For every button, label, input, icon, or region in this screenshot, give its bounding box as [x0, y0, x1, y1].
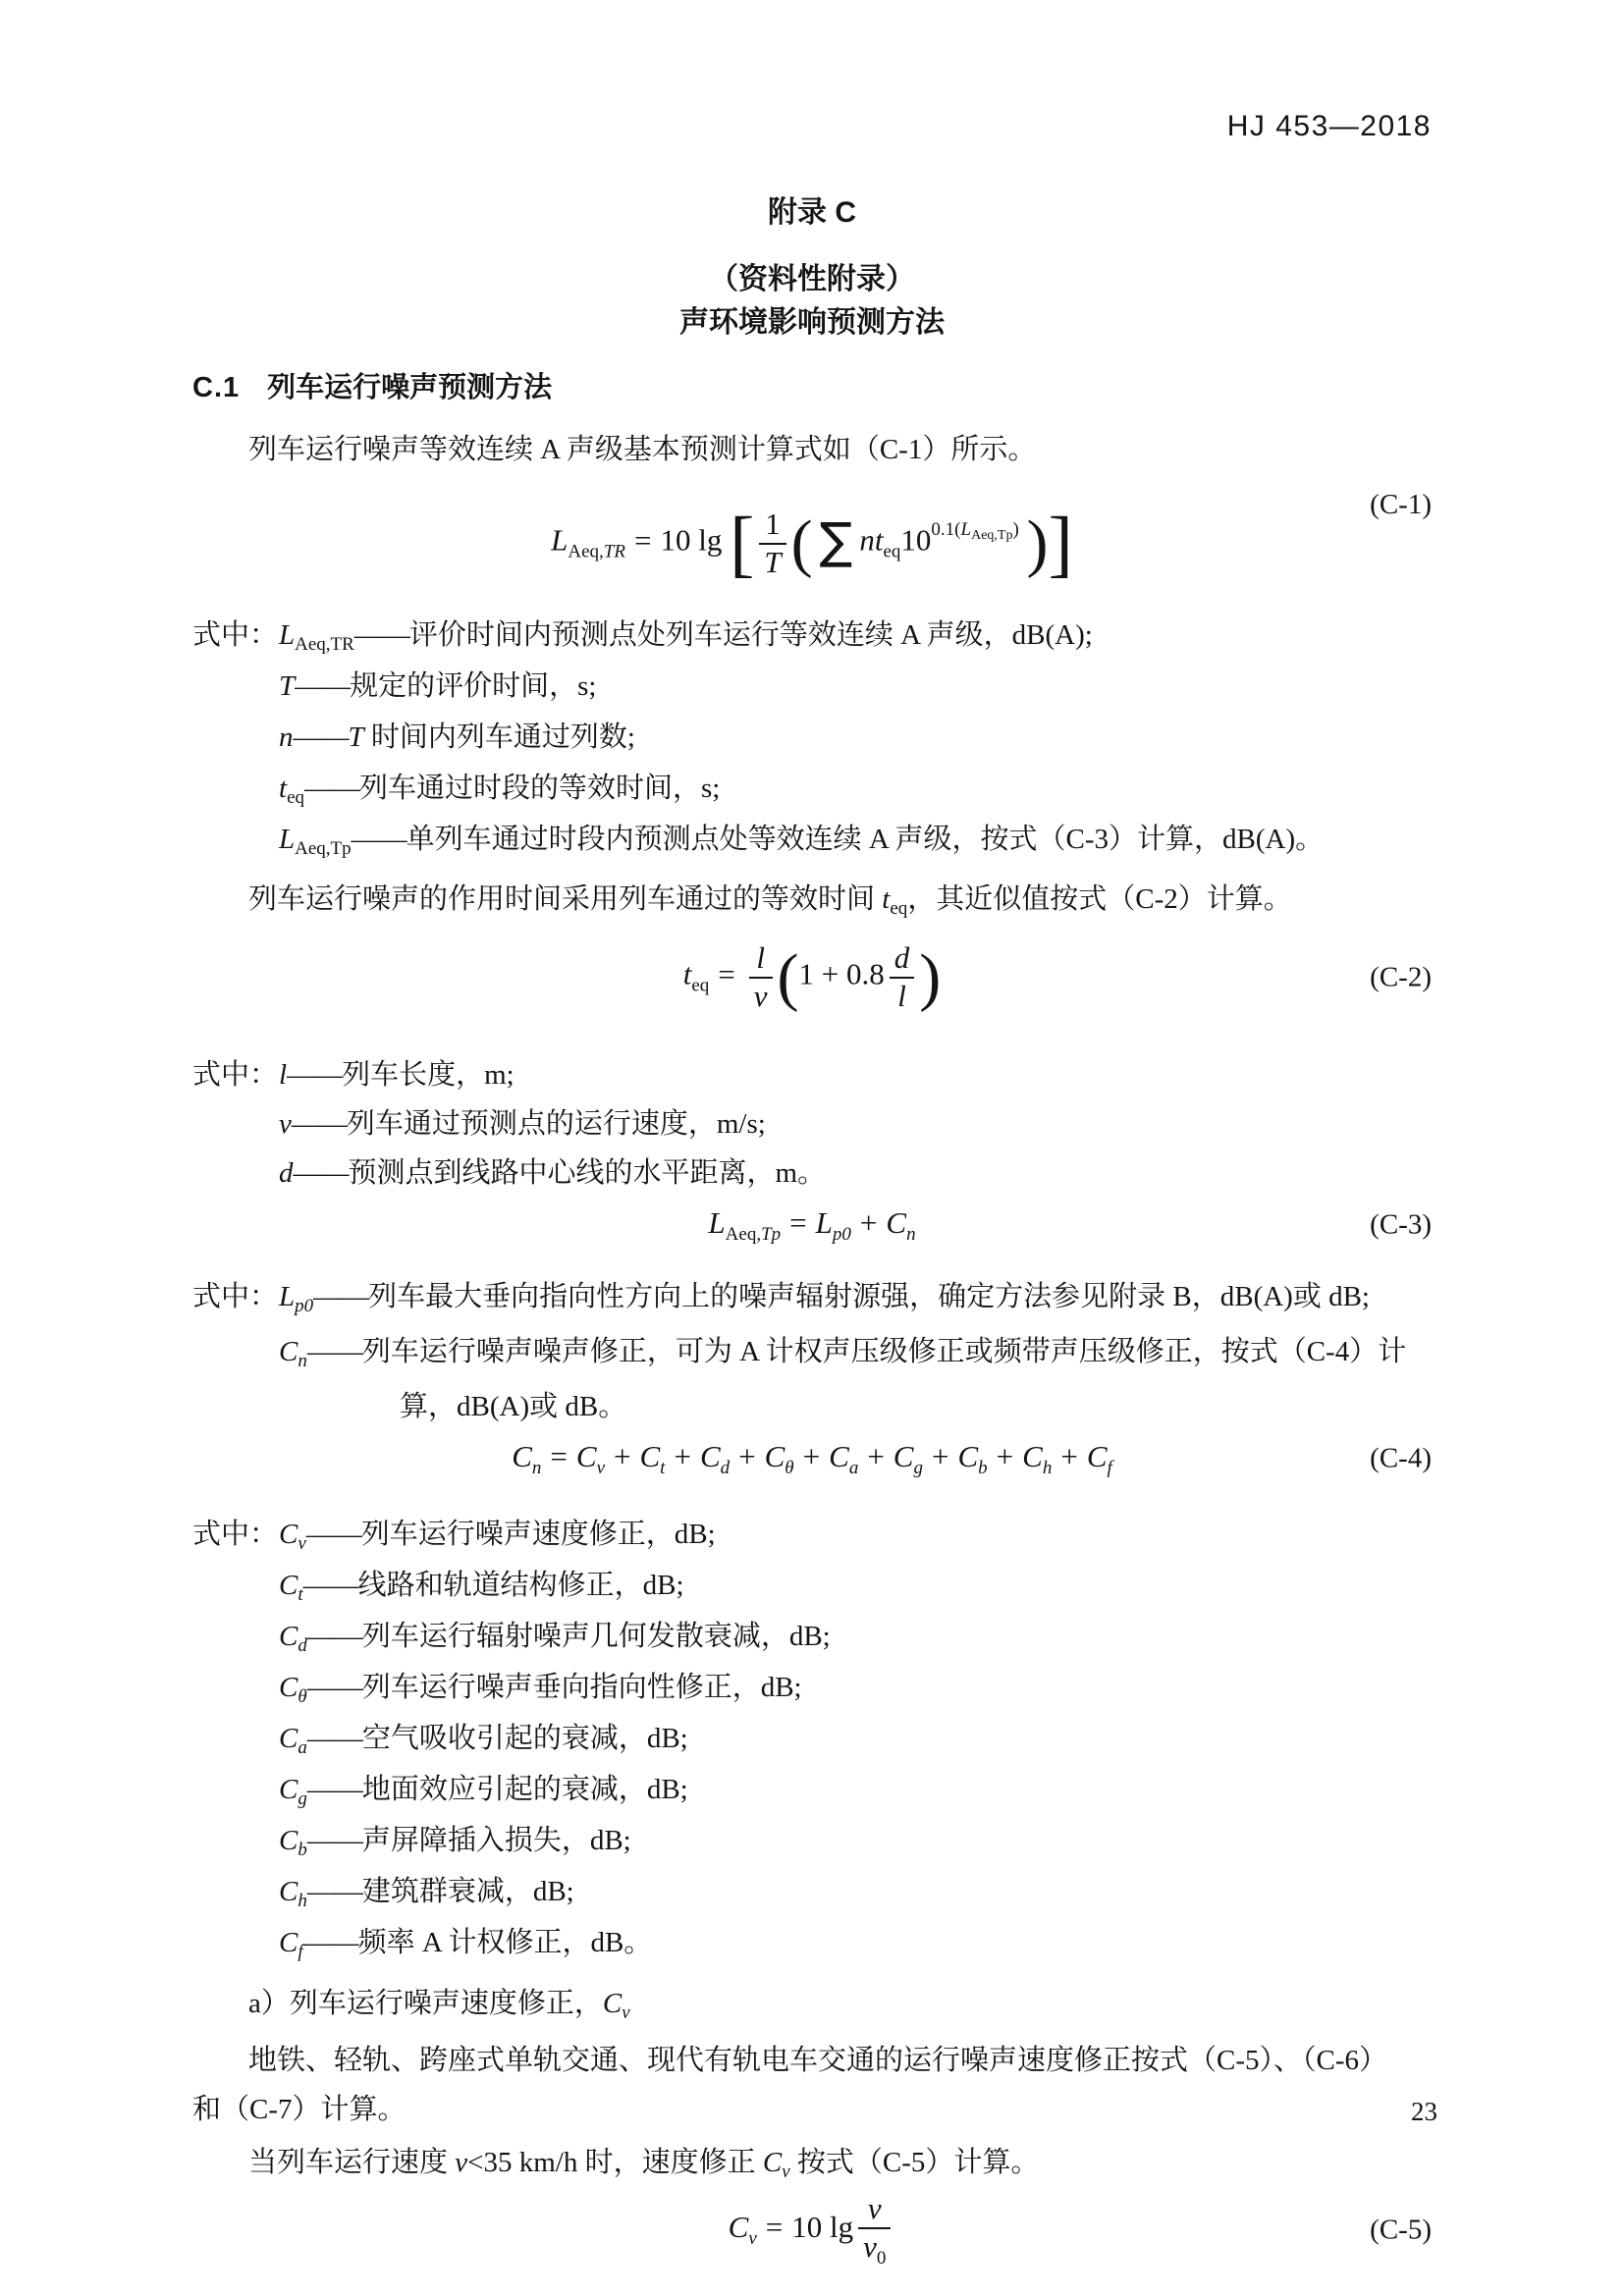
math-var: n: [859, 523, 875, 559]
dash: ——: [304, 773, 359, 804]
where-text: 地面效应引起的衰减，dB;: [361, 1774, 688, 1805]
math-sub: eq: [691, 976, 710, 997]
teq-paragraph: [192, 878, 1432, 931]
symbol: C: [279, 1825, 298, 1856]
section-number: C.1: [192, 372, 241, 403]
where-text: 空气吸收引起的衰减，dB;: [361, 1723, 688, 1754]
where-label: 式中：: [192, 1281, 279, 1312]
math-sub: Aeq,: [568, 542, 604, 563]
text: ，其近似值按式（C-2）计算。: [907, 883, 1292, 915]
dash: ——: [306, 1672, 362, 1703]
where-text: 时间内列车通过列数;: [363, 721, 635, 753]
math-sub: g: [913, 1457, 923, 1478]
math-text: 1 + 0.8: [798, 957, 885, 992]
dash: ——: [293, 1157, 349, 1189]
where-text: 列车运行辐射噪声几何发散衰减，dB;: [361, 1621, 831, 1652]
where-item: [192, 1667, 1432, 1718]
math-var: C: [728, 2210, 749, 2245]
list-item-a: [192, 1981, 1432, 2036]
where-text: 列车运行噪声噪声修正，可为 A 计权声压级修正或频带声压级修正，按式（C-4）计: [361, 1336, 1407, 1367]
inline-sub: v: [782, 2162, 790, 2182]
equation-number: (C-3): [1370, 1208, 1432, 1241]
math-var: C: [699, 1438, 721, 1473]
math-var: L: [960, 519, 972, 541]
where-text: 列车通过预测点的运行速度，m/s;: [346, 1108, 766, 1140]
inline-var: C: [762, 2147, 783, 2178]
where-text: 预测点到线路中心线的水平距离，m。: [348, 1157, 827, 1189]
math-operator: +: [996, 1438, 1014, 1473]
symbol: C: [279, 1621, 298, 1652]
symbol: l: [279, 1059, 288, 1091]
fraction-denominator: T: [759, 543, 785, 581]
math-sub: b: [978, 1457, 988, 1478]
math-operator: +: [859, 1204, 878, 1240]
math-sub: h: [1042, 1457, 1053, 1478]
where-block-2: [192, 1050, 1432, 1198]
symbol-sub: v: [298, 1533, 306, 1554]
math-sup-text: 0.1(: [931, 519, 961, 541]
math-sub: v: [596, 1457, 605, 1478]
fraction-numerator: d: [893, 940, 910, 976]
math-sub: TR: [603, 542, 625, 563]
math-sub: θ: [785, 1457, 794, 1478]
symbol-sub: p0: [295, 1296, 314, 1316]
where-label: 式中：: [192, 619, 279, 651]
math-sub: Aeq,: [725, 1223, 762, 1245]
fraction-numerator: 1: [765, 507, 781, 542]
symbol-sub: g: [298, 1789, 307, 1809]
page-number: 23: [1411, 2097, 1437, 2126]
math-sub: eq: [883, 542, 901, 563]
math-operator: =: [789, 1204, 807, 1240]
math-sub: v: [748, 2228, 757, 2250]
where-item: [192, 819, 1432, 870]
dash: ——: [313, 1281, 369, 1312]
formula-c4: [512, 1439, 1112, 1479]
formula-c1: $L_{Aeq,TR} = 10$ lg [ $\frac{1}{T}$ ( ∑ $nt_{eq}100.1(L_{Aeq,Tp})$ )]: [551, 503, 1073, 585]
equation-c5: [192, 2183, 1432, 2277]
symbol: t: [279, 773, 288, 804]
text: 列车运行噪声的作用时间采用列车通过的等效时间: [248, 883, 883, 915]
math-var: C: [957, 1438, 979, 1473]
symbol: C: [279, 1570, 298, 1601]
math-var: L: [551, 523, 568, 559]
metro-paragraph-line2: 和（C-7）计算。: [192, 2094, 406, 2125]
equation-number: (C-5): [1370, 2214, 1432, 2246]
where-text: 声屏障插入损失，dB;: [361, 1825, 631, 1856]
equation-c1: [192, 489, 1432, 591]
where-text: 列车最大垂向指向性方向上的噪声辐射源强，确定方法参见附录 B，dB(A)或 dB;: [368, 1281, 1370, 1312]
equation-number: (C-1): [1370, 489, 1432, 520]
symbol: C: [279, 1672, 298, 1703]
symbol: C: [279, 1774, 298, 1805]
symbol-sub: t: [298, 1584, 303, 1605]
symbol: d: [279, 1157, 294, 1189]
math-function: 10 lg: [791, 2210, 854, 2245]
math-operator: =: [765, 2210, 784, 2245]
where-text: 列车运行噪声垂向指向性修正，dB;: [361, 1672, 802, 1703]
where-item: [192, 1274, 1432, 1329]
where-block-4: [192, 1514, 1432, 1973]
equation-c2: [192, 931, 1432, 1025]
section-title: 列车运行噪声预测方法: [267, 372, 553, 403]
where-text: 建筑群衰减，dB;: [361, 1876, 574, 1907]
symbol-sub: b: [298, 1840, 307, 1860]
math-sub: d: [720, 1457, 731, 1478]
fraction: [759, 507, 785, 580]
inline-var: t: [882, 883, 891, 915]
where-item: [192, 768, 1432, 819]
math-var: v: [863, 2228, 877, 2264]
fraction: [858, 2191, 891, 2269]
math-operator: =: [634, 523, 652, 559]
math-var: C: [639, 1438, 661, 1473]
symbol: C: [279, 1519, 298, 1550]
where-text: 列车长度，m;: [342, 1059, 514, 1091]
math-var: C: [764, 1438, 785, 1473]
where-item: [192, 1329, 1432, 1384]
inline-var: v: [455, 2147, 468, 2178]
dash: ——: [306, 1876, 362, 1907]
symbol: n: [279, 721, 294, 753]
where-text: 评价时间内预测点处列车运行等效连续 A 声级，dB(A);: [408, 619, 1093, 651]
math-sub: n: [906, 1223, 916, 1245]
metro-paragraph-line1: 地铁、轻轨、跨座式单轨交通、现代有轨电车交通的运行噪声速度修正按式（C-5）、（C-6）: [248, 2045, 1388, 2076]
where-item: [192, 1922, 1432, 1973]
equation-c4: [192, 1429, 1432, 1488]
where-text: 线路和轨道结构修正，dB;: [357, 1570, 684, 1601]
section-heading: [192, 369, 1432, 406]
math-var: t: [874, 523, 884, 559]
inline-sub: v: [622, 2002, 630, 2023]
dash: ——: [306, 1621, 362, 1652]
inline-sub: eq: [890, 898, 908, 919]
dash: ——: [287, 1059, 343, 1091]
where-item: [192, 1769, 1432, 1820]
fraction-denominator: l: [890, 977, 915, 1015]
equation-number: (C-2): [1370, 961, 1432, 993]
dash: ——: [302, 1570, 358, 1601]
dash: ——: [306, 1723, 362, 1754]
math-var: C: [575, 1438, 597, 1473]
where-item: [192, 1565, 1432, 1616]
text: 按式（C-5）计算。: [789, 2147, 1040, 2178]
symbol: C: [279, 1336, 298, 1367]
text: 当列车运行速度: [248, 2147, 456, 2178]
where-text: 单列车通过时段内预测点处等效连续 A 声级，按式（C-3）计算，dB(A)。: [406, 824, 1325, 855]
symbol: C: [279, 1723, 298, 1754]
dash: ——: [306, 1825, 362, 1856]
where-item: [192, 1871, 1432, 1922]
math-sub: t: [660, 1457, 666, 1478]
where-block-1: [192, 614, 1432, 870]
appendix-type-note: （资料性附录）: [709, 263, 915, 295]
math-operator: =: [718, 957, 735, 992]
dash: ——: [302, 1927, 358, 1958]
math-sub: n: [531, 1457, 542, 1478]
math-sub: Tp: [761, 1223, 782, 1245]
fraction-numerator: v: [867, 2191, 882, 2225]
symbol-sub: n: [298, 1351, 307, 1371]
where-item: [192, 666, 1432, 717]
formula-c3: [708, 1205, 915, 1246]
symbol: C: [279, 1927, 298, 1958]
math-operator: +: [674, 1438, 691, 1473]
math-sub: f: [1107, 1457, 1112, 1478]
dash: ——: [306, 1774, 362, 1805]
math-var: C: [829, 1438, 849, 1473]
where-label: 式中：: [192, 1519, 279, 1550]
where-text: 频率 A 计权修正，dB。: [357, 1927, 653, 1958]
where-item: [192, 1820, 1432, 1871]
math-operator: =: [550, 1438, 568, 1473]
symbol-sub: a: [298, 1737, 307, 1758]
math-var: C: [893, 1438, 914, 1473]
math-var: C: [512, 1438, 532, 1473]
symbol: C: [279, 1876, 298, 1907]
dash: ——: [353, 619, 409, 651]
symbol-sub: eq: [287, 787, 304, 808]
where-text: 列车通过时段的等效时间，s;: [359, 773, 721, 804]
math-var: t: [682, 957, 692, 992]
math-sub: p0: [832, 1223, 851, 1245]
where-text: 列车运行噪声速度修正，dB;: [360, 1519, 716, 1550]
dash: ——: [295, 670, 351, 702]
equation-number: (C-4): [1370, 1442, 1432, 1474]
dash: ——: [293, 721, 349, 753]
symbol: v: [279, 1108, 292, 1140]
where-item: [192, 1148, 1432, 1198]
where-block-3: [192, 1274, 1432, 1429]
dash: ——: [351, 824, 406, 855]
where-item: [192, 1718, 1432, 1769]
inline-var: C: [602, 1988, 623, 2019]
fraction: [749, 940, 773, 1014]
math-superscript: [931, 519, 1018, 544]
standard-code: HJ 453—2018: [1226, 110, 1432, 142]
page-content: [192, 0, 1432, 2277]
where-item: [192, 1099, 1432, 1148]
symbol: L: [279, 824, 296, 855]
math-function: 10 lg: [660, 523, 723, 559]
symbol: L: [279, 1281, 296, 1312]
math-sup-text: ): [1012, 519, 1019, 541]
appendix-subject: 声环境影响预测方法: [679, 306, 945, 339]
math-var: C: [1086, 1438, 1108, 1473]
math-sub: 0: [876, 2247, 887, 2269]
math-sub: Aeq,Tp: [971, 528, 1013, 544]
text: <35 km/h 时，速度修正: [467, 2147, 763, 2178]
dash: ——: [305, 1519, 361, 1550]
math-operator: +: [614, 1438, 631, 1473]
equation-c3: [192, 1198, 1432, 1253]
math-operator: +: [802, 1438, 821, 1473]
text: a）列车运行噪声速度修正，: [248, 1988, 603, 2019]
formula-c5: [729, 2191, 896, 2269]
where-item: [192, 717, 1432, 768]
math-number: 10: [900, 523, 932, 559]
where-item-continuation: 算，dB(A)或 dB。: [400, 1391, 627, 1422]
where-item: [192, 614, 1432, 666]
symbol-sub: f: [298, 1942, 303, 1962]
symbol-sub: Aeq,Tp: [295, 838, 352, 859]
symbol: L: [279, 619, 296, 651]
symbol: T: [279, 670, 296, 702]
math-var: L: [815, 1204, 833, 1240]
intro-paragraph: 列车运行噪声等效连续 A 声级基本预测计算式如（C-1）所示。: [248, 434, 1037, 465]
where-item: [192, 1514, 1432, 1565]
dash: ——: [291, 1108, 347, 1140]
where-item: [192, 1050, 1432, 1099]
inline-var: T: [348, 721, 364, 753]
symbol-sub: d: [298, 1635, 307, 1656]
math-operator: +: [867, 1438, 885, 1473]
math-operator: +: [931, 1438, 949, 1473]
where-label: 式中：: [192, 1059, 279, 1091]
where-text: 规定的评价时间，s;: [350, 670, 597, 702]
formula-c2: $t_{eq}$ = $\frac{l}{v}$ (1 + 0.8 $\frac{d}{l}$ ): [682, 940, 942, 1013]
math-operator: +: [738, 1438, 756, 1473]
fraction-denominator: [858, 2227, 891, 2269]
fraction-denominator: v: [749, 977, 773, 1015]
symbol-sub: θ: [298, 1686, 307, 1707]
symbol-sub: Aeq,TR: [295, 634, 354, 655]
math-var: C: [1022, 1438, 1043, 1473]
math-var: C: [886, 1204, 907, 1240]
fraction-numerator: l: [756, 940, 765, 976]
where-item: [192, 1616, 1432, 1667]
symbol-sub: h: [298, 1891, 307, 1911]
appendix-title: 附录 C: [768, 196, 856, 229]
math-sub: a: [848, 1457, 859, 1478]
math-operator: +: [1060, 1438, 1078, 1473]
math-var: L: [708, 1204, 726, 1240]
fraction: [890, 940, 915, 1014]
dash: ——: [306, 1336, 362, 1367]
